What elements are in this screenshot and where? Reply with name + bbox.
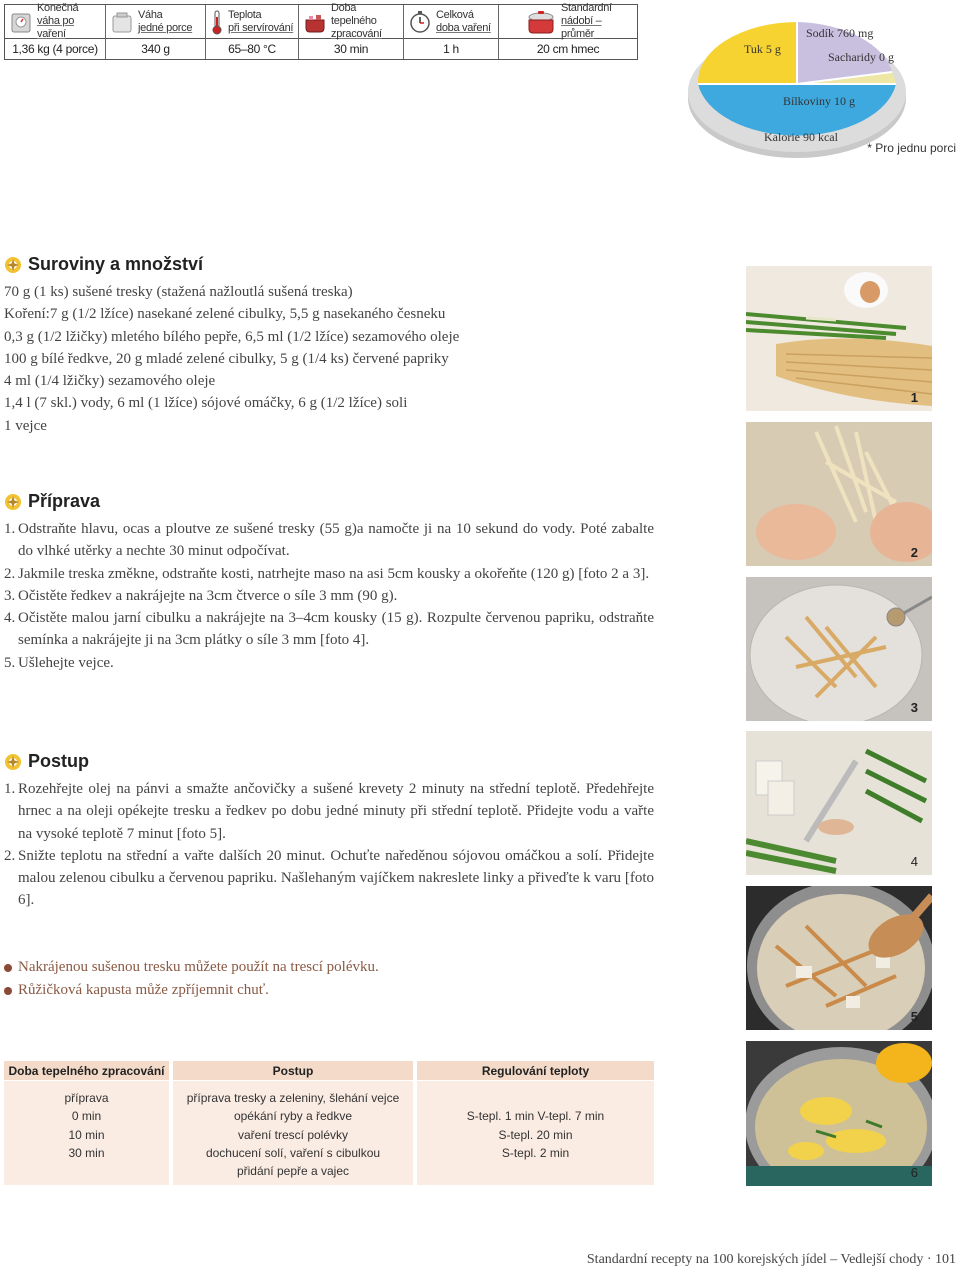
schedule-cell: S-tepl. 2 min	[501, 1145, 570, 1160]
step-text: Očistěte ředkev a nakrájejte na 3cm čtverce o síle 3 mm (90 g).	[18, 587, 398, 604]
schedule-cell: S-tepl. 20 min	[498, 1127, 573, 1142]
info-col-portion-weight	[106, 5, 206, 59]
portion-scale-icon	[110, 9, 134, 35]
photo-cut-onion-image	[746, 731, 932, 875]
photo-4	[746, 731, 932, 875]
photo-1	[746, 266, 932, 411]
photo-number: 4	[910, 854, 918, 869]
schedule-cell: opékání ryby a ředkve	[233, 1109, 353, 1124]
schedule-cell: dochucení solí, vaření s cibulkou	[205, 1145, 381, 1160]
schedule-header: Postup	[173, 1061, 413, 1081]
preparation-steps	[4, 518, 654, 674]
ingredients-title: Suroviny a množství	[28, 254, 204, 274]
bullet-icon	[4, 987, 12, 995]
tip-text: Nakrájenou sušenou tresku můžete použít na trescí polévku.	[18, 959, 379, 975]
nutrition-calories: Kalorie 90 kcal	[764, 130, 838, 144]
preparation-step	[4, 607, 654, 652]
step-text: Snižte teplotu na střední a vařte dalších 20 minut. Ochuťte naředěnou sójovou omáčkou a solí. Přidejte malou zelenou cibulku a červenou papriku. Našlehaným vajíčkem nakreslete linky a přiveďte k varu [foto 6].	[18, 847, 654, 909]
photo-frying-pot-image	[746, 886, 932, 1030]
procedure-heading	[4, 751, 89, 772]
photo-tearing-fish-image	[746, 422, 932, 566]
info-label: Konečná	[37, 2, 79, 14]
info-col-total-time	[404, 5, 499, 59]
step-text: Rozehřejte olej na pánvi a smažte ančovičky a sušené krevety 2 minuty na střední teplotě. Předehřejte hrnec a na oleji opékejte tresku a ředkev po dobu jedné minuty při střední teplotě. Přidejte vodu a vařte na vysoké teplotě 7 minut [foto 5].	[18, 781, 654, 842]
ingredient-line: 70 g (1 ks) sušené tresky (stažená nažloutlá sušená treska)	[4, 284, 353, 300]
info-value-cooking-time: 30 min	[333, 42, 369, 56]
info-label: váha po vaření	[37, 15, 75, 40]
schedule-cell: příprava	[64, 1091, 109, 1105]
info-label: Celková	[436, 8, 474, 21]
preparation-heading	[4, 491, 100, 512]
info-col-serving-temp	[206, 5, 299, 59]
preparation-step	[4, 518, 654, 563]
ingredient-line: 1 vejce	[4, 417, 47, 434]
step-number: 1.	[4, 781, 16, 797]
photo-5	[746, 886, 932, 1030]
tips-list	[4, 956, 379, 1002]
step-text: Očistěte malou jarní cibulku a nakrájejte na 3–4cm kousky (15 g). Rozpulte červenou papriku, odstraňte semínka a nakrájejte ji na 3cm plátky o síle 3 mm [foto 4].	[18, 610, 654, 649]
info-label: Doba tepelného	[331, 2, 377, 27]
procedure-title: Postup	[28, 751, 89, 771]
step-text: Ušlehejte vejce.	[18, 654, 114, 671]
photo-number: 3	[910, 700, 918, 715]
photo-number: 6	[910, 1165, 918, 1180]
nutrition-fat: Tuk 5 g	[744, 42, 781, 56]
photo-ingredients-image	[746, 266, 932, 411]
info-label: Standardní	[561, 2, 612, 14]
nutrition-pie-chart	[686, 12, 908, 162]
nutrition-carbs: Sacharidy 0 g	[828, 50, 894, 64]
tip-text: Růžičková kapusta může zpříjemnit chuť.	[18, 982, 269, 998]
step-text: Jakmile treska změkne, odstraňte kosti, natrhejte maso na asi 5cm kousky a okořeňte (120 g) [foto 2 a 3].	[18, 565, 650, 582]
info-value-final-weight: 1,36 kg (4 porce)	[12, 42, 98, 56]
page-footer: Standardní recepty na 100 korejských jídel – Vedlejší chody · 101	[586, 1252, 956, 1267]
nutrition-note: * Pro jednu porci	[867, 141, 956, 155]
ingredients-heading	[4, 254, 203, 275]
schedule-cell: 30 min	[68, 1145, 105, 1160]
timer-icon	[408, 9, 432, 35]
schedule-col-temperature	[417, 1061, 654, 1185]
info-col-cookware	[499, 2, 637, 59]
schedule-header: Regulování teploty	[417, 1061, 654, 1081]
procedure-steps	[4, 778, 654, 912]
procedure-step	[4, 845, 654, 912]
info-label: Teplota	[228, 8, 262, 21]
info-label: Váha	[138, 8, 163, 21]
cookware-icon	[525, 9, 557, 35]
schedule-header: Doba tepelného zpracování	[4, 1061, 169, 1081]
ingredient-line: 0,3 g (1/2 lžičky) mletého bílého pepře, 6,5 ml (1/2 lžíce) sezamového oleje	[4, 328, 460, 345]
step-number: 5.	[4, 654, 16, 671]
ingredient-line: 4 ml (1/4 lžičky) sezamového oleje	[4, 373, 216, 390]
step-number: 1.	[4, 521, 16, 537]
info-col-final-weight	[5, 2, 106, 59]
scale-icon	[9, 9, 33, 35]
pot-icon	[303, 9, 327, 35]
photo-3	[746, 577, 932, 721]
info-label: zpracování	[331, 28, 382, 40]
schedule-cell: 10 min	[68, 1127, 105, 1142]
tip-item	[4, 956, 379, 979]
photo-2	[746, 422, 932, 566]
info-label: doba vaření	[436, 21, 491, 34]
info-value-portion-weight: 340 g	[141, 42, 170, 56]
info-value-serving-temp: 65–80 °C	[228, 42, 276, 56]
cooking-schedule-table	[4, 1061, 654, 1185]
info-label: jedné porce	[138, 21, 193, 34]
schedule-col-time	[4, 1061, 169, 1185]
photo-adding-egg-image	[746, 1041, 932, 1186]
step-text: Odstraňte hlavu, ocas a ploutve ze sušené tresky (55 g)a namočte ji na 10 sekund do vody. Poté zabalte do vlhké utěrky a nechte 30 minut odpočívat.	[18, 521, 654, 560]
recipe-info-table	[4, 4, 638, 60]
photo-number: 1	[910, 390, 918, 405]
step-number: 3.	[4, 587, 16, 604]
preparation-step	[4, 585, 654, 607]
schedule-cell: 0 min	[71, 1109, 102, 1124]
ingredient-line: 1,4 l (7 skl.) vody, 6 ml (1 lžíce) sójové omáčky, 6 g (1/2 lžíce) soli	[4, 395, 408, 412]
ingredient-line: Koření:7 g (1/2 lžíce) nasekané zelené cibulky, 5,5 g nasekaného česneku	[4, 306, 446, 323]
preparation-title: Příprava	[28, 491, 101, 511]
photo-number: 5	[910, 1009, 918, 1024]
info-col-cooking-time	[299, 2, 404, 59]
info-label: nádobí – průměr	[561, 15, 602, 40]
photo-6	[746, 1041, 932, 1186]
preparation-step	[4, 652, 654, 674]
thermometer-icon	[210, 9, 224, 35]
photo-seasoned-fish-image	[746, 577, 932, 721]
step-number: 4.	[4, 610, 16, 627]
flower-icon	[4, 256, 22, 274]
nutrition-protein: Bílkoviny 10 g	[783, 94, 856, 108]
schedule-cell: příprava tresky a zeleniny, šlehání vejce	[186, 1091, 400, 1105]
step-number: 2.	[4, 847, 16, 864]
info-value-cookware: 20 cm hmec	[536, 42, 600, 56]
schedule-cell: přidání pepře a vajec	[236, 1164, 350, 1179]
step-number: 2.	[4, 565, 16, 582]
flower-icon	[4, 493, 22, 511]
info-label: při servírování	[228, 21, 294, 34]
ingredient-line: 100 g bílé ředkve, 20 g mladé zelené cibulky, 5 g (1/4 ks) červené papriky	[4, 350, 449, 367]
nutrition-sodium: Sodík 760 mg	[806, 26, 874, 40]
ingredients-list	[4, 281, 664, 437]
info-value-total-time: 1 h	[443, 42, 459, 56]
procedure-step	[4, 778, 654, 845]
schedule-col-procedure	[173, 1061, 413, 1185]
schedule-cell: vaření trescí polévky	[237, 1127, 349, 1142]
schedule-cell: S-tepl. 1 min V-tepl. 7 min	[466, 1109, 605, 1124]
preparation-step	[4, 563, 654, 585]
bullet-icon	[4, 964, 12, 972]
tip-item	[4, 979, 379, 1002]
photo-number: 2	[910, 545, 918, 560]
flower-icon	[4, 753, 22, 771]
